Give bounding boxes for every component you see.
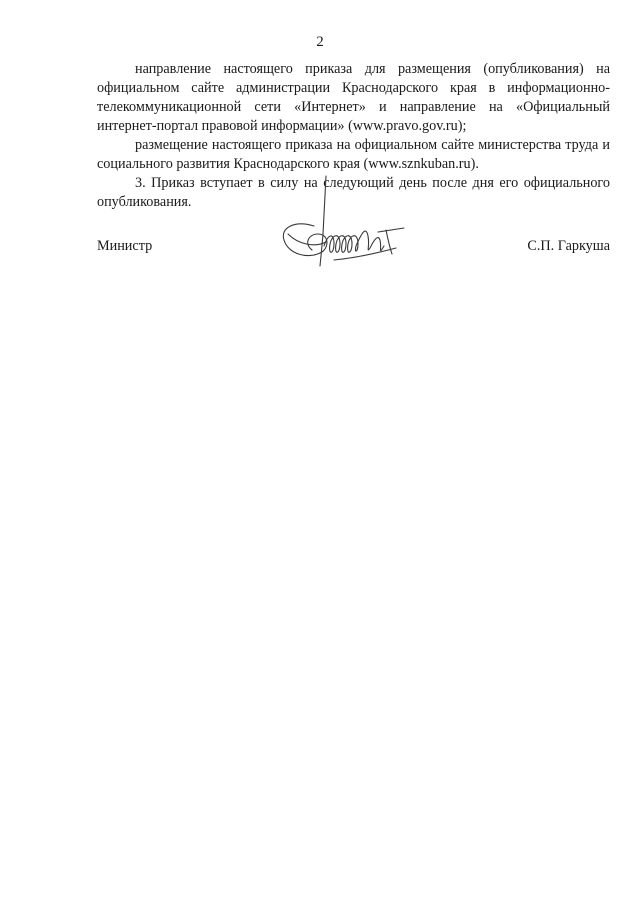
signer-position: Министр	[97, 238, 153, 254]
signer-name: С.П. Гаркуша	[527, 238, 610, 254]
page-number: 2	[316, 34, 324, 50]
paragraph-publication-portal: направление настоящего приказа для размещения (опубликования) на официальном сайте администрации Краснодарского края в информационно-телекоммуникационной сети «Интернет» и направление на «Официальный интернет-портал правовой информации» (www.pravo.gov.ru);	[97, 61, 610, 134]
paragraph-publication-ministry-site: размещение настоящего приказа на официальном сайте министерства труда и социального развития Краснодарского края (www.sznkuban.ru).	[97, 137, 610, 172]
signature-block	[97, 236, 610, 260]
paragraph-entry-into-force: 3. Приказ вступает в силу на следующий день после дня его официального опубликования.	[97, 175, 610, 210]
